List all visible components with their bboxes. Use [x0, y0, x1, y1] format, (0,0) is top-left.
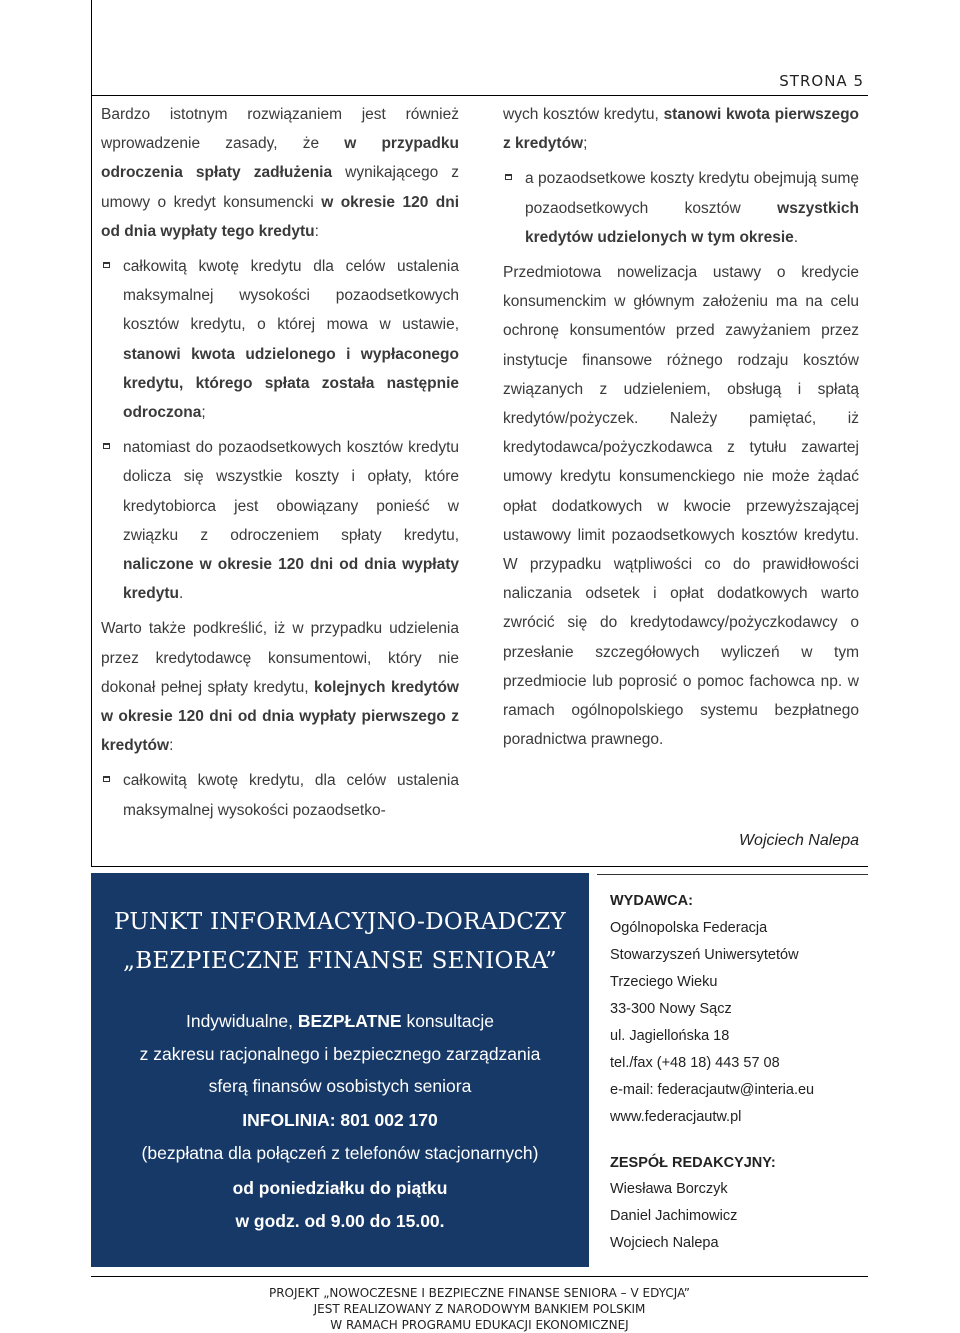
footer-line-2: JEST REALIZOWANY Z NARODOWYM BANKIEM POLSKIM: [313, 1302, 646, 1316]
footer-line-3: W RAMACH PROGRAMU EDUKACJI EKONOMICZNEJ: [330, 1318, 629, 1332]
bullet-list-right: [503, 164, 859, 252]
square-bullet-icon: [103, 776, 110, 782]
info-box-hours: w godz. od 9.00 do 15.00.: [235, 1211, 445, 1231]
bullet-list-2: [101, 766, 459, 824]
editorial-team-member: Daniel Jachimowicz: [610, 1208, 738, 1224]
square-bullet-icon: [103, 262, 110, 268]
info-line-1-bold: BEZPŁATNE: [297, 1011, 402, 1031]
info-box-line-1: [91, 1011, 589, 1032]
left-column: [101, 100, 459, 831]
editorial-team-heading: ZESPÓŁ REDAKCYJNY:: [610, 1155, 776, 1171]
bullet-item: [101, 433, 459, 608]
text-run: całkowitą kwotę kredytu, dla celów ustalenia maksymalnej wysokości pozaodsetko-: [123, 772, 459, 819]
section-rule: [91, 866, 868, 867]
info-box-title-2: „BEZPIECZNE FINANSE SENIORA”: [123, 948, 557, 974]
bold-text-run: kolejnych kredytów w okresie 120 dni od dnia wypłaty pierwszego z kredytów: [101, 678, 459, 755]
infoline-number: INFOLINIA: 801 002 170: [242, 1110, 438, 1130]
text-run: Warto także podkreślić, iż w przypadku udzielenia przez kredytodawcę konsumentowi, który nie dokonał pełnej spłaty kredytu,: [101, 620, 459, 696]
publisher-block: [597, 874, 868, 1269]
publisher-email: e-mail: federacjautw@interia.eu: [610, 1082, 815, 1098]
publisher-heading: WYDAWCA:: [610, 893, 693, 909]
bullet-item: [101, 766, 459, 824]
closing-paragraph: [503, 258, 859, 754]
bullet-list-1: [101, 252, 459, 608]
info-box-line-5: (bezpłatna dla połączeń z telefonów stacjonarnych): [141, 1143, 539, 1163]
header-rule: [91, 95, 868, 96]
right-column: [503, 100, 859, 754]
info-box-title-1: PUNKT INFORMACYJNO-DORADCZY: [113, 909, 567, 935]
text-run: ;: [201, 404, 206, 422]
bold-text-run: naliczone w okresie 120 dni od dnia wypłaty kredytu: [123, 556, 459, 603]
left-margin-rule: [91, 0, 92, 866]
bullet-item: [503, 164, 859, 252]
text-run: .: [793, 228, 799, 246]
publisher-line: ul. Jagiellońska 18: [610, 1028, 730, 1044]
footer-rule: [91, 1276, 868, 1277]
page-number: STRONA 5: [779, 72, 864, 90]
text-run: .: [179, 585, 184, 603]
publisher-line: 33-300 Nowy Sącz: [610, 1001, 732, 1017]
bold-text-run: w okresie 120 dni od dnia wypłaty tego kredytu: [101, 193, 460, 240]
intro-paragraph: [101, 100, 459, 246]
info-box: [91, 873, 589, 1267]
bold-text-run: wszystkich kredytów udzielonych w tym okresie: [525, 199, 859, 246]
text-run: a pozaodsetkowe koszty kredytu obejmują sumę pozaodsetkowych kosztów: [525, 170, 859, 217]
author-signature: Wojciech Nalepa: [738, 832, 859, 849]
info-line-1-post: konsultacje: [401, 1011, 494, 1031]
text-run: natomiast do pozaodsetkowych kosztów kredytu dolicza się wszystkie koszty i opłaty, które kredytobiorca jest obowiązany ponieść w związku z odroczeniem spłaty kredytu,: [123, 439, 459, 544]
info-box-line-6: od poniedziałku do piątku: [232, 1178, 448, 1198]
footer-line-1: PROJEKT „NOWOCZESNE I BEZPIECZNE FINANSE SENIORA – V EDYCJA”: [268, 1286, 691, 1300]
paragraph-2: [101, 614, 459, 760]
square-bullet-icon: [505, 174, 512, 180]
bullet-item: [101, 252, 459, 427]
publisher-line: Stowarzyszeń Uniwersytetów: [610, 947, 799, 963]
text-run: wynikającego z umowy o kredyt konsumencki: [101, 164, 459, 211]
text-run: ;: [583, 135, 588, 153]
bold-text-run: w przypadku odroczenia spłaty zadłużenia: [101, 135, 459, 182]
text-run: :: [169, 737, 174, 755]
publisher-line: Trzeciego Wieku: [610, 974, 718, 990]
continuation-paragraph: [503, 100, 859, 158]
publisher-line: Ogólnopolska Federacja: [610, 920, 768, 936]
editorial-team-member: Wiesława Borczyk: [610, 1181, 728, 1197]
info-box-line-3: sferą finansów osobistych seniora: [208, 1076, 472, 1096]
text-run: Przedmiotowa nowelizacja ustawy o kredycie konsumenckim w głównym założeniu ma na celu ochronę konsumentów przed zawyżaniem przez instytucje finansowe różnego rodzaju kosztów związanych z udzieleniem, obsługą i spłatą kredytów/pożyczek. Należy pamiętać, iż kredytodawca/pożyczkodawca z tytułu zawartej umowy kredytu konsumenckiego nie może żądać opłat dodatkowych w kwocie przewyższającej ustawowy limit pozaodsetkowych kosztów kredytu. W przypadku wątpliwości co do prawidłowości naliczania odsetek i opłat dodatkowych warto zwrócić się do kredytodawcy/pożyczkodawcy o przesłanie szczegółowych wyliczeń w tym przedmiocie lub poprosić o pomoc fachowca np. w ramach ogólnopolskiego systemu bezpłatnego poradnictwa prawnego.: [503, 264, 859, 749]
text-run: całkowitą kwotę kredytu dla celów ustalenia maksymalnej wysokości pozaodsetkowych kosztów kredytu, o której mowa w ustawie,: [123, 258, 459, 334]
square-bullet-icon: [103, 443, 110, 449]
bold-text-run: stanowi kwota udzielonego i wypłaconego kredytu, którego spłata została następnie odroczona: [123, 345, 459, 422]
text-run: wych kosztów kredytu,: [503, 106, 664, 123]
bold-text-run: stanowi kwota pierwszego z kredytów: [503, 106, 860, 153]
text-run: :: [314, 222, 319, 240]
publisher-line: tel./fax (+48 18) 443 57 08: [610, 1055, 780, 1071]
info-box-line-2: z zakresu racjonalnego i bezpiecznego zarządzania: [139, 1044, 541, 1064]
text-run: Bardzo istotnym rozwiązaniem jest również wprowadzenie zasady, że: [101, 106, 459, 153]
publisher-website: www.federacjautw.pl: [610, 1109, 742, 1125]
editorial-team-member: Wojciech Nalepa: [610, 1235, 719, 1251]
info-line-1-pre: Indywidualne,: [185, 1011, 298, 1031]
